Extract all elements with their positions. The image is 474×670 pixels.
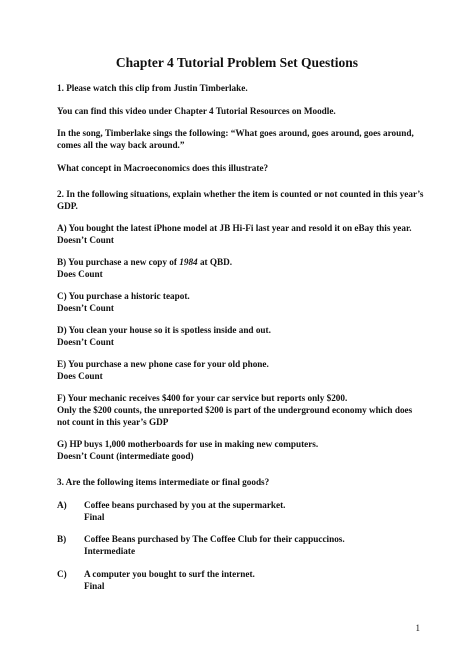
q2-item-g-question: G) HP buys 1,000 motherboards for use in making new computers. <box>57 439 319 449</box>
q2-item-f <box>57 392 425 428</box>
q3-item-b <box>57 533 425 557</box>
q2-item-b-answer: Does Count <box>57 269 103 279</box>
q3-item-a-label: A) <box>57 499 67 510</box>
q2-item-a-answer: Doesn’t Count <box>57 235 114 245</box>
q2-item-e <box>57 358 425 382</box>
q2-item-a-question: A) You bought the latest iPhone model at JB Hi-Fi last year and resold it on eBay this year. <box>57 223 412 233</box>
q2-item-b-question-post: at QBD. <box>197 257 233 267</box>
q3-item-a-question: Coffee beans purchased by you at the supermarket. <box>84 499 286 510</box>
q1-para-moodle: You can find this video under Chapter 4 Tutorial Resources on Moodle. <box>57 105 336 116</box>
q2-item-b-question-pre: B) You purchase a new copy of <box>57 257 180 267</box>
q3-item-b-question: Coffee Beans purchased by The Coffee Club for their cappuccinos. <box>84 534 345 544</box>
document-body <box>57 82 425 602</box>
q2-item-c <box>57 290 425 314</box>
q2-item-a <box>57 222 425 246</box>
q2-item-f-question: F) Your mechanic receives $400 for your car service but reports only $200. <box>57 393 348 403</box>
q2-item-c-answer: Doesn’t Count <box>57 303 114 313</box>
q2-item-g-answer: Doesn’t Count (intermediate good) <box>57 451 194 461</box>
document-title: Chapter 4 Tutorial Problem Set Questions <box>115 55 359 70</box>
q3-item-a <box>57 499 425 523</box>
q2-item-e-answer: Does Count <box>57 371 103 381</box>
q3-heading: 3. Are the following items intermediate or final goods? <box>57 477 270 487</box>
q2-item-b-question-book-title: 1984 <box>179 257 198 267</box>
q3-item-a-answer: Final <box>84 511 105 522</box>
q3-item-c-question: A computer you bought to surf the internet. <box>84 568 255 579</box>
q2-item-f-answer: Only the $200 counts, the unreported $200 is part of the underground economy which does not count in this year’s GDP <box>57 405 413 427</box>
q2-item-d <box>57 324 425 348</box>
q3-item-c-answer: Final <box>84 580 105 591</box>
q3-item-b-label: B) <box>57 534 67 544</box>
page-number: 1 <box>415 623 420 633</box>
q2-item-b-question <box>57 256 425 268</box>
q3-list <box>57 499 425 592</box>
q3-item-b-answer: Intermediate <box>84 546 136 556</box>
q2-item-e-question: E) You purchase a new phone case for your old phone. <box>57 359 269 369</box>
q2-item-b <box>57 256 425 280</box>
q2-item-c-question: C) You purchase a historic teapot. <box>57 291 190 301</box>
q2-heading: 2. In the following situations, explain whether the item is counted or not counted in this year’s GDP. <box>57 188 424 211</box>
q2-item-d-answer: Doesn’t Count <box>57 337 114 347</box>
q1-heading: 1. Please watch this clip from Justin Timberlake. <box>57 83 248 93</box>
q3-item-c <box>57 568 425 592</box>
q2-item-g <box>57 438 425 462</box>
q1-para-lyrics: In the song, Timberlake sings the following: “What goes around, goes around, goes around, comes all the way back around.” <box>57 128 414 150</box>
q2-item-d-question: D) You clean your house so it is spotless inside and out. <box>57 325 271 335</box>
q1-para-question: What concept in Macroeconomics does this illustrate? <box>57 162 269 173</box>
q3-item-c-label: C) <box>57 568 67 579</box>
